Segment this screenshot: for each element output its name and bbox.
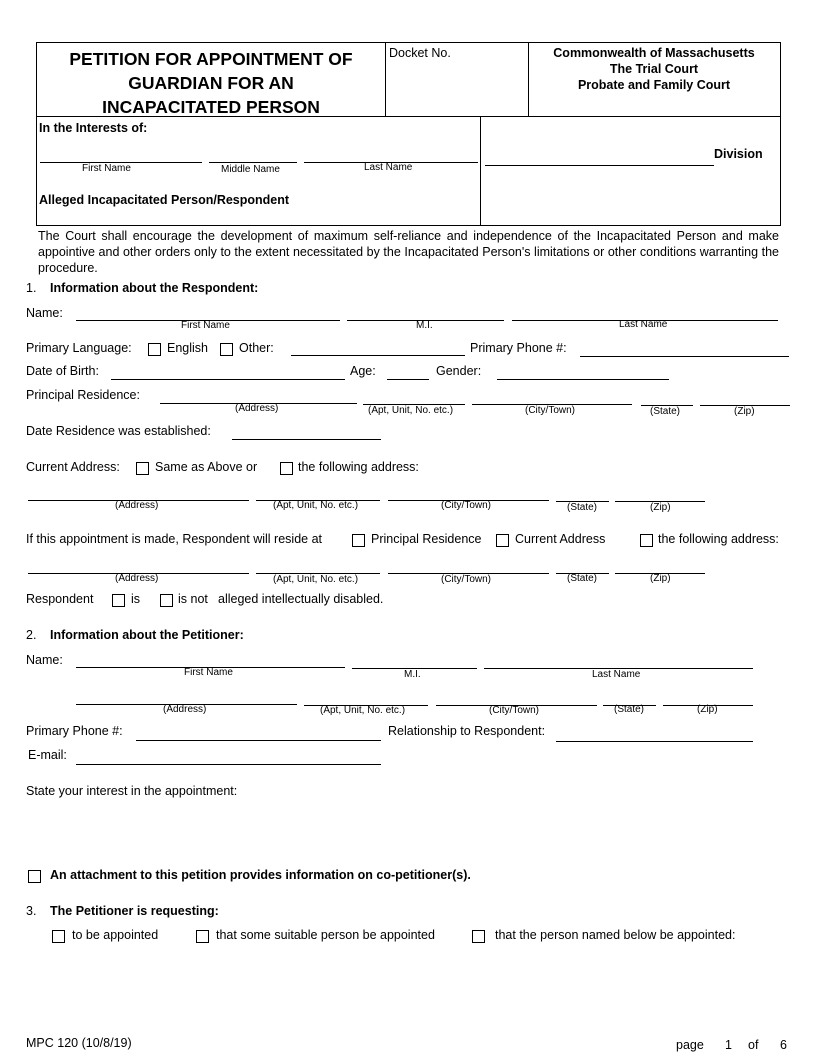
city-caption: (City/Town) [441, 574, 492, 585]
form-title-line: INCAPACITATED PERSON [102, 97, 320, 117]
attachment-checkbox[interactable] [28, 870, 41, 883]
email-label: E-mail: [28, 748, 67, 762]
form-title-line: GUARDIAN FOR AN [128, 73, 294, 93]
form-title-line: PETITION FOR APPOINTMENT OF [69, 49, 353, 69]
address-caption: (Address) [235, 403, 279, 414]
date-residence-label: Date Residence was established: [26, 424, 211, 438]
intro-paragraph: The Court shall encourage the development of maximum self-reliance and independence of the Incapacitated Person and make appointive and other orders only to the extent necessitated by the Incapacitated Person's limitations or other conditions warranting the procedure. [38, 229, 779, 275]
state-caption: (State) [650, 406, 681, 417]
docket-label: Docket No. [389, 46, 451, 60]
apt-caption: (Apt, Unit, No. etc.) [320, 705, 406, 716]
last-name-caption: Last Name [592, 669, 641, 680]
date-residence-field[interactable] [232, 439, 381, 440]
address-caption: (Address) [163, 704, 207, 715]
division-field[interactable] [485, 165, 714, 166]
mi-caption: M.I. [404, 669, 421, 680]
section2-number: 2. [26, 628, 37, 642]
other-language-field[interactable] [291, 355, 465, 356]
reside-current-label: Current Address [515, 532, 606, 546]
reside-current-checkbox[interactable] [496, 534, 509, 547]
section1-number: 1. [26, 281, 37, 295]
dob-field[interactable] [111, 379, 345, 380]
gender-field[interactable] [497, 379, 669, 380]
court-line: The Trial Court [609, 62, 699, 76]
reside-principal-label: Principal Residence [371, 532, 482, 546]
english-label: English [167, 341, 208, 355]
last-name-caption: Last Name [364, 162, 413, 173]
mi-caption: M.I. [416, 320, 433, 331]
gender-label: Gender: [436, 364, 482, 378]
form-title [37, 47, 385, 119]
respondent-label: Respondent [26, 592, 94, 606]
court-line: Probate and Family Court [577, 78, 731, 92]
other-label: Other: [239, 341, 274, 355]
primary-language-label: Primary Language: [26, 341, 132, 355]
section2-heading: Information about the Petitioner: [50, 628, 244, 642]
is-not-checkbox[interactable] [160, 594, 173, 607]
is-not-label: is not [178, 592, 208, 606]
name-label: Name: [26, 306, 63, 320]
suitable-person-checkbox[interactable] [196, 930, 209, 943]
respondent-label: Alleged Incapacitated Person/Respondent [39, 193, 290, 207]
section1-heading: Information about the Respondent: [50, 281, 259, 295]
page-label: page [676, 1038, 704, 1052]
apt-caption: (Apt, Unit, No. etc.) [368, 405, 454, 416]
english-checkbox[interactable] [148, 343, 161, 356]
interests-label: In the Interests of: [39, 121, 148, 135]
age-label: Age: [350, 364, 376, 378]
reside-label: If this appointment is made, Respondent will reside at [26, 532, 322, 546]
address-caption: (Address) [115, 573, 159, 584]
apt-caption: (Apt, Unit, No. etc.) [273, 500, 359, 511]
dob-label: Date of Birth: [26, 364, 99, 378]
first-name-caption: First Name [184, 667, 233, 678]
of-label: of [748, 1038, 759, 1052]
other-language-checkbox[interactable] [220, 343, 233, 356]
page-number: 1 [725, 1038, 732, 1052]
primary-phone-label: Primary Phone #: [470, 341, 567, 355]
same-as-above-checkbox[interactable] [136, 462, 149, 475]
pet-phone-label: Primary Phone #: [26, 724, 123, 738]
caption-box [36, 42, 781, 226]
is-label: is [131, 592, 141, 606]
petitioner-name-label: Name: [26, 653, 63, 667]
first-name-caption: First Name [181, 320, 230, 331]
middle-name-caption: Middle Name [221, 164, 280, 175]
city-caption: (City/Town) [525, 405, 576, 416]
section3-number: 3. [26, 904, 37, 918]
state-caption: (State) [614, 704, 645, 715]
named-person-label: that the person named below be appointed: [495, 928, 736, 942]
is-checkbox[interactable] [112, 594, 125, 607]
reside-principal-checkbox[interactable] [352, 534, 365, 547]
age-field[interactable] [387, 379, 429, 380]
first-name-caption: First Name [82, 163, 131, 174]
section3-heading: The Petitioner is requesting: [50, 904, 219, 918]
attachment-label: An attachment to this petition provides information on co-petitioner(s). [50, 868, 471, 882]
state-caption: (State) [567, 502, 598, 513]
court-line: Commonwealth of Massachusetts [553, 46, 755, 60]
resp-phone-field[interactable] [580, 356, 789, 357]
following-address-checkbox[interactable] [280, 462, 293, 475]
division-label: Division [714, 147, 763, 161]
same-as-above-label: Same as Above or [155, 460, 258, 474]
address-caption: (Address) [115, 500, 159, 511]
form-id: MPC 120 (10/8/19) [26, 1036, 132, 1050]
interest-label: State your interest in the appointment: [26, 784, 238, 798]
city-caption: (City/Town) [441, 500, 492, 511]
current-address-label: Current Address: [26, 460, 120, 474]
last-name-caption: Last Name [619, 319, 668, 330]
email-field[interactable] [76, 764, 381, 765]
to-be-appointed-checkbox[interactable] [52, 930, 65, 943]
apt-caption: (Apt, Unit, No. etc.) [273, 574, 359, 585]
reside-following-checkbox[interactable] [640, 534, 653, 547]
court-name [528, 45, 780, 93]
zip-caption: (Zip) [734, 406, 755, 417]
state-caption: (State) [567, 573, 598, 584]
zip-caption: (Zip) [650, 502, 671, 513]
following-address-label: the following address: [298, 460, 419, 474]
reside-following-label: the following address: [658, 532, 779, 546]
to-be-appointed-label: to be appointed [72, 928, 159, 942]
respondent-middle-name-field[interactable] [209, 162, 297, 163]
suitable-person-label: that some suitable person be appointed [216, 928, 435, 942]
pet-phone-field[interactable] [136, 740, 381, 741]
relationship-label: Relationship to Respondent: [388, 724, 546, 738]
disabled-label: alleged intellectually disabled. [218, 592, 384, 606]
zip-caption: (Zip) [650, 573, 671, 584]
city-caption: (City/Town) [489, 705, 540, 716]
relationship-field[interactable] [556, 741, 753, 742]
page-total: 6 [780, 1038, 787, 1052]
zip-caption: (Zip) [697, 704, 718, 715]
named-person-checkbox[interactable] [472, 930, 485, 943]
principal-residence-label: Principal Residence: [26, 388, 140, 402]
